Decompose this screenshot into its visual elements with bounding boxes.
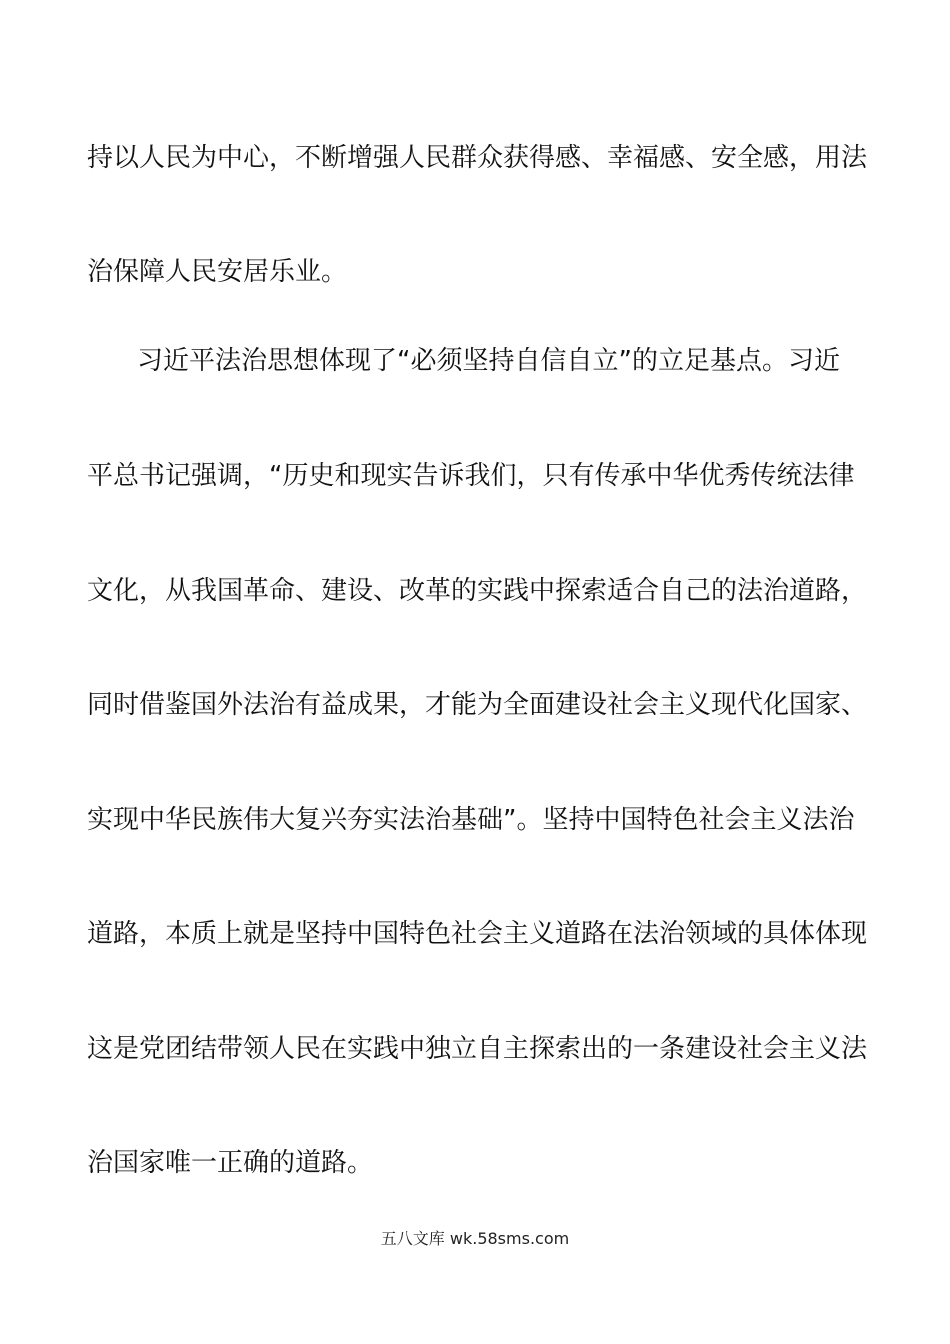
text-line: 同时借鉴国外法治有益成果，才能为全面建设社会主义现代化国家、 [87,690,867,720]
text-line: 平总书记强调，“历史和现实告诉我们，只有传承中华优秀传统法律 [87,461,855,491]
text-line: 持以人民为中心，不断增强人民群众获得感、幸福感、安全感，用法 [87,143,867,173]
text-line: 文化，从我国革命、建设、改革的实践中探索适合自己的法治道路， [87,576,867,606]
text-line: 道路，本质上就是坚持中国特色社会主义道路在法治领域的具体体现 [87,919,867,949]
text-line: 实现中华民族伟大复兴夯实法治基础”。坚持中国特色社会主义法治 [87,805,855,835]
text-line: 这是党团结带领人民在实践中独立自主探索出的一条建设社会主义法 [87,1034,867,1064]
text-line: 治国家唯一正确的道路。 [87,1148,374,1178]
text-line: 治保障人民安居乐业。 [87,257,348,287]
footer-watermark: 五八文库 wk.58sms.com [380,1229,570,1248]
paragraph-first-line: 习近平法治思想体现了“必须坚持自信自立”的立足基点。习近 [137,346,840,376]
